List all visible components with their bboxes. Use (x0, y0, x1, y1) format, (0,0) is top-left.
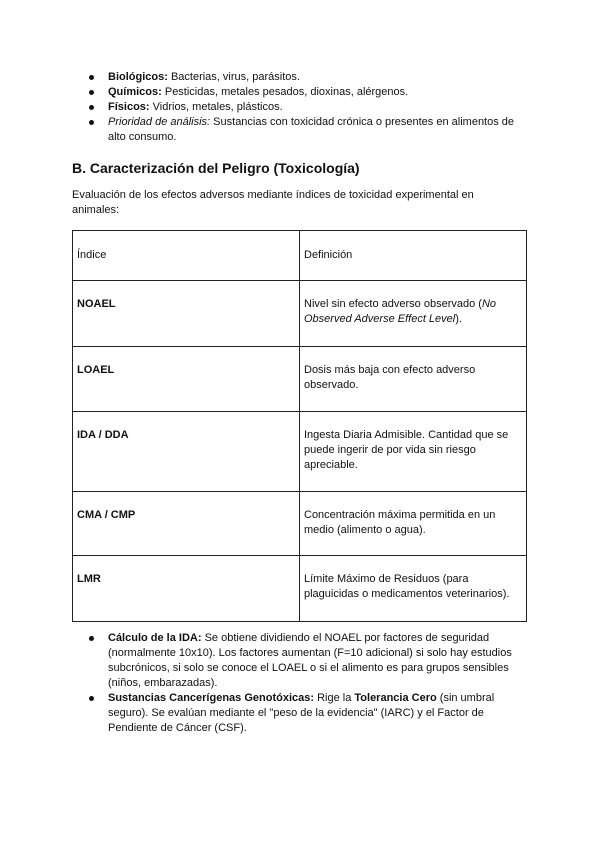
toxicity-index-table (72, 230, 527, 622)
def-italic: No Observed Adverse Effect Level (304, 298, 496, 325)
list-item-biologicos (72, 70, 524, 85)
table-row (73, 281, 527, 347)
table-row (73, 492, 527, 556)
section-intro: Evaluación de los efectos adversos mediante índices de toxicidad experimental en animales: (72, 189, 474, 216)
table-row (73, 412, 527, 492)
list-item-prioridad (72, 115, 524, 145)
notes-list (72, 631, 524, 736)
header-indice: Índice (73, 231, 300, 281)
def-text: Nivel sin efecto adverso observado ( (304, 298, 482, 310)
item-text-end: (sin umbral seguro). Se evalúan mediante el "peso de la evidencia" (IARC) y el Factor de Pendiente de Cáncer (CSF). (108, 692, 495, 734)
bullet-icon (89, 75, 94, 80)
index-cell: IDA / DDA (73, 412, 300, 492)
item-text: Vidrios, metales, plásticos. (149, 101, 283, 113)
bullet-icon (89, 636, 94, 641)
definition-cell (300, 281, 527, 347)
bullet-icon (89, 105, 94, 110)
item-bold-term: Tolerancia Cero (354, 692, 437, 704)
definition-cell: Límite Máximo de Residuos (para plaguicidas o medicamentos veterinarios). (300, 556, 527, 622)
item-label: Biológicos: (108, 71, 168, 83)
table-row (73, 347, 527, 412)
header-definicion: Definición (300, 231, 527, 281)
list-item-quimicos (72, 85, 524, 100)
item-text: Bacterias, virus, parásitos. (167, 71, 300, 83)
item-label: Sustancias Cancerígenas Genotóxicas: (108, 692, 315, 704)
item-label: Prioridad de análisis: (108, 116, 211, 128)
item-label: Físicos: (108, 101, 150, 113)
definition-cell: Concentración máxima permitida en un medio (alimento o agua). (300, 492, 527, 556)
bullet-icon (89, 90, 94, 95)
index-cell: NOAEL (73, 281, 300, 347)
item-text: Se obtiene dividiendo el NOAEL por factores de seguridad (normalmente 10x10). Los factores aumentan (F=10 adicional) si solo hay estudios subcrónicos, si solo se conoce el LOAEL o si el alimento es para grupos sensibles (niños, embarazadas). (108, 632, 512, 689)
section-heading: B. Caracterización del Peligro (Toxicología) (72, 160, 360, 176)
hazard-type-list (72, 70, 524, 145)
index-cell: LOAEL (73, 347, 300, 412)
list-item-calculo-ida (72, 631, 524, 691)
item-text: Sustancias con toxicidad crónica o presentes en alimentos de alto consumo. (108, 116, 515, 143)
bullet-icon (89, 696, 94, 701)
definition-cell: Ingesta Diaria Admisible. Cantidad que se puede ingerir de por vida sin riesgo apreciable. (300, 412, 527, 492)
def-text-end: ). (455, 313, 462, 325)
item-label: Cálculo de la IDA: (108, 632, 202, 644)
index-cell: LMR (73, 556, 300, 622)
item-text: Rige la (314, 692, 355, 704)
item-text: Pesticidas, metales pesados, dioxinas, alérgenos. (161, 86, 409, 98)
item-label: Químicos: (108, 86, 162, 98)
list-item-fisicos (72, 100, 524, 115)
table-header-row (73, 231, 527, 281)
definition-cell: Dosis más baja con efecto adverso observado. (300, 347, 527, 412)
index-cell: CMA / CMP (73, 492, 300, 556)
bullet-icon (89, 120, 94, 125)
table-row (73, 556, 527, 622)
list-item-cancerigenas (72, 691, 524, 736)
